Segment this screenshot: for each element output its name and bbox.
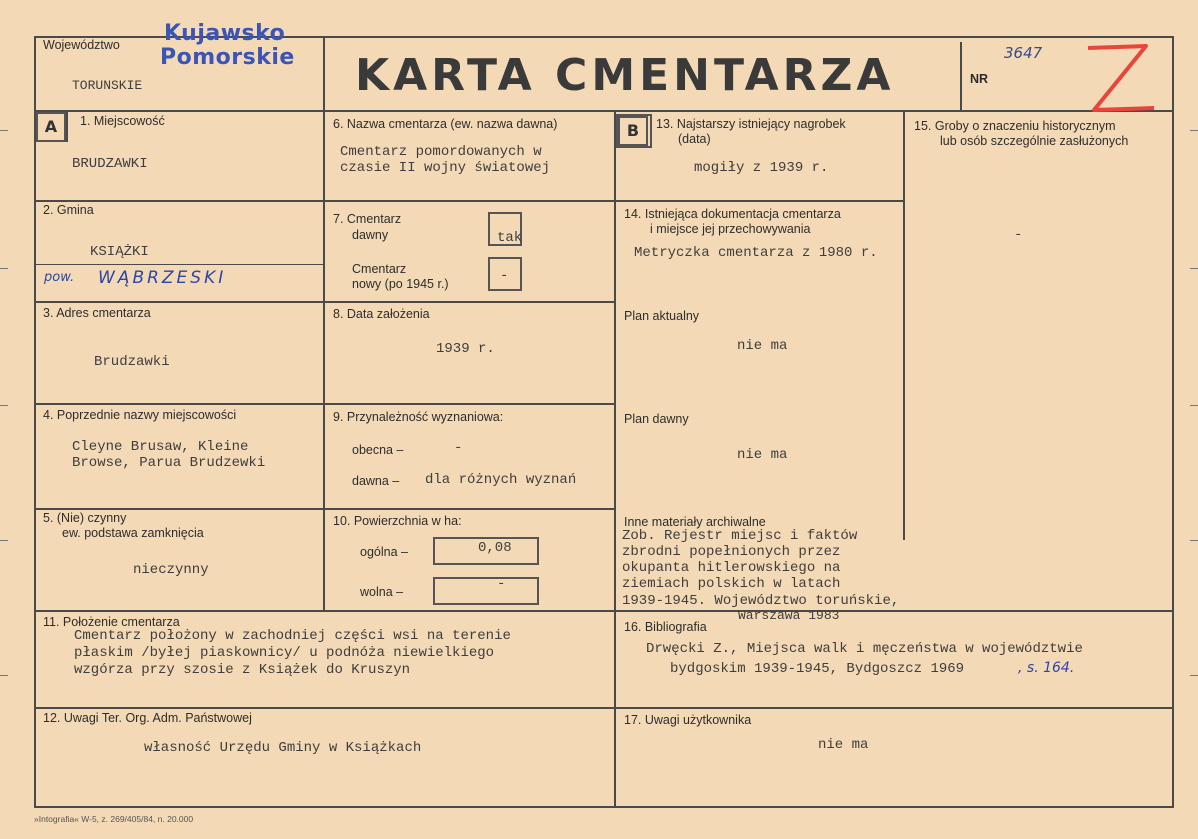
inne-value-line4: ziemiach polskich w latach <box>622 576 841 592</box>
edge-tick <box>1190 130 1198 131</box>
f6-value-line1: Cmentarz pomordowanych w <box>340 144 542 160</box>
f9-obecna-value: - <box>454 440 463 456</box>
f15-label-line2: lub osób szczególnie zasłużonych <box>940 134 1129 148</box>
row-a-pow <box>34 264 324 265</box>
f9-label: 9. Przynależność wyznaniowa: <box>333 410 504 424</box>
f13-label-line1: 13. Najstarszy istniejący nagrobek <box>656 117 846 131</box>
inne-value-line5: 1939-1945. Województwo toruńskie, <box>622 593 900 609</box>
f5-label-line1: 5. (Nie) czynny <box>43 511 127 525</box>
f13-value: mogiły z 1939 r. <box>694 160 829 176</box>
edge-tick <box>1190 675 1198 676</box>
f7-label-line2: dawny <box>352 228 389 242</box>
f16-value-line1: Drwęcki Z., Miejsca walk i męczeństwa w województwie <box>646 641 1083 657</box>
edge-tick <box>1190 405 1198 406</box>
f10-ogolna-label: ogólna – <box>360 545 408 559</box>
f14-value: Metryczka cmentarza z 1980 r. <box>634 245 878 261</box>
f10-wolna-box <box>433 577 539 605</box>
f2-pow-label: pow. <box>44 270 75 285</box>
bottom-col-divider <box>614 610 616 806</box>
bottom-border <box>34 806 1174 808</box>
f9-obecna-label: obecna – <box>352 443 404 457</box>
page-title: KARTA CMENTARZA <box>355 50 895 101</box>
f11-value-line1: Cmentarz położony w zachodniej części wsi na terenie <box>74 628 511 644</box>
f8-value: 1939 r. <box>436 341 495 357</box>
f7-nowy-line1: Cmentarz <box>352 262 407 276</box>
f11-value-line3: wzgórza przy szosie z Książek do Kruszyn <box>74 662 411 678</box>
row-a1 <box>34 200 324 202</box>
f7-nowy-line2: nowy (po 1945 r.) <box>352 277 449 291</box>
f17-value: nie ma <box>818 737 869 753</box>
f7-label-line1: 7. Cmentarz <box>333 212 402 226</box>
row-m1 <box>323 200 615 202</box>
f12-value: własność Urzędu Gminy w Książkach <box>144 740 422 756</box>
row-m3 <box>323 403 615 405</box>
f1-label: 1. Miejscowość <box>80 114 165 128</box>
inne-label: Inne materiały archiwalne <box>624 515 766 529</box>
f2-pow-value: WĄBRZESKI <box>98 268 227 288</box>
f16-value-line2: bydgoskim 1939-1945, Bydgoszcz 1969 <box>670 661 965 677</box>
right-border <box>1172 36 1174 808</box>
f5-value: nieczynny <box>133 562 209 578</box>
wojewodztwo-stamp <box>160 22 295 70</box>
nr-label: NR <box>970 72 989 86</box>
inne-value-line6: Warszawa 1983 <box>738 608 840 623</box>
section-a-letter: A <box>36 112 66 142</box>
f16-label: 16. Bibliografia <box>624 620 707 634</box>
header-divider <box>34 110 1174 112</box>
edge-tick <box>1190 540 1198 541</box>
f12-label: 12. Uwagi Ter. Org. Adm. Państwowej <box>43 711 252 725</box>
f5-label-line2: ew. podstawa zamknięcia <box>62 526 204 540</box>
red-z-mark <box>1080 40 1160 118</box>
f4-label: 4. Poprzednie nazwy miejscowości <box>43 408 237 422</box>
f1-value: BRUDZAWKI <box>72 156 148 172</box>
f7-nowy-value: - <box>500 268 509 284</box>
f15-label-line1: 15. Groby o znaczeniu historycznym <box>914 119 1116 133</box>
inne-value-line2: zbrodni popełnionych przez <box>622 544 841 560</box>
row-bottom-1 <box>34 610 1174 612</box>
section-b-letter: B <box>618 116 648 146</box>
col-divider-2 <box>614 110 616 610</box>
nr-handwritten: 3647 <box>1004 44 1043 62</box>
row-m2 <box>323 301 615 303</box>
row-a2 <box>34 301 324 303</box>
edge-tick <box>0 405 8 406</box>
edge-tick <box>0 675 8 676</box>
edge-tick <box>0 130 8 131</box>
row-m4 <box>323 508 615 510</box>
footer-print-info: »Intografia« W-5, z. 269/405/84, n. 20.000 <box>34 814 194 824</box>
header-col-nr <box>960 42 962 110</box>
stamp-line-1: Kujawsko <box>164 21 286 46</box>
f6-label: 6. Nazwa cmentarza (ew. nazwa dawna) <box>333 117 558 131</box>
f11-label: 11. Położenie cmentarza <box>43 615 180 629</box>
inne-value-line1: Zob. Rejestr miejsc i faktów <box>622 528 858 544</box>
f16-handwritten: , s. 164. <box>1018 660 1075 676</box>
f4-value-line2: Browse, Parua Brudzewki <box>72 455 266 471</box>
header-col1 <box>323 36 325 610</box>
row-bottom-2 <box>34 707 1174 709</box>
col-divider-3 <box>903 110 905 540</box>
f2-value: KSIĄŻKI <box>90 244 149 260</box>
wojewodztwo-label: Województwo <box>43 38 120 52</box>
f10-wolna-label: wolna – <box>360 585 404 599</box>
f7-dawny-value: tak <box>497 230 523 246</box>
wojewodztwo-typed: TORUNSKIE <box>72 78 143 93</box>
f15-value: - <box>1014 227 1023 243</box>
plan-aktualny-value: nie ma <box>737 338 788 354</box>
f11-value-line2: płaskim /byłej piaskownicy/ u podnóża niewielkiego <box>74 645 495 661</box>
row-a3 <box>34 403 324 405</box>
f13-label-line2: (data) <box>678 132 711 146</box>
plan-dawny-value: nie ma <box>737 447 788 463</box>
f3-value: Brudzawki <box>94 354 170 370</box>
edge-tick <box>0 268 8 269</box>
f9-dawna-label: dawna – <box>352 474 400 488</box>
f2-label: 2. Gmina <box>43 203 94 217</box>
f3-label: 3. Adres cmentarza <box>43 306 151 320</box>
plan-aktualny-label: Plan aktualny <box>624 309 700 323</box>
row-a4 <box>34 508 324 510</box>
row-b1 <box>614 200 904 202</box>
f8-label: 8. Data założenia <box>333 307 430 321</box>
edge-tick <box>1190 268 1198 269</box>
f14-label-line1: 14. Istniejąca dokumentacja cmentarza <box>624 207 841 221</box>
f14-label-line2: i miejsce jej przechowywania <box>650 222 811 236</box>
section-b-bracket <box>616 114 652 148</box>
edge-tick <box>0 540 8 541</box>
stamp-line-2: Pomorskie <box>160 45 295 70</box>
f4-value-line1: Cleyne Brusaw, Kleine <box>72 439 249 455</box>
f10-label: 10. Powierzchnia w ha: <box>333 514 462 528</box>
inne-value-line3: okupanta hitlerowskiego na <box>622 560 841 576</box>
section-a-bracket <box>66 112 68 142</box>
left-border <box>34 36 36 808</box>
f6-value-line2: czasie II wojny światowej <box>340 160 551 176</box>
plan-dawny-label: Plan dawny <box>624 412 689 426</box>
f17-label: 17. Uwagi użytkownika <box>624 713 752 727</box>
f10-ogolna-value: 0,08 <box>478 540 512 556</box>
f10-wolna-value: - <box>497 576 506 592</box>
f9-dawna-value: dla różnych wyznań <box>425 472 577 488</box>
